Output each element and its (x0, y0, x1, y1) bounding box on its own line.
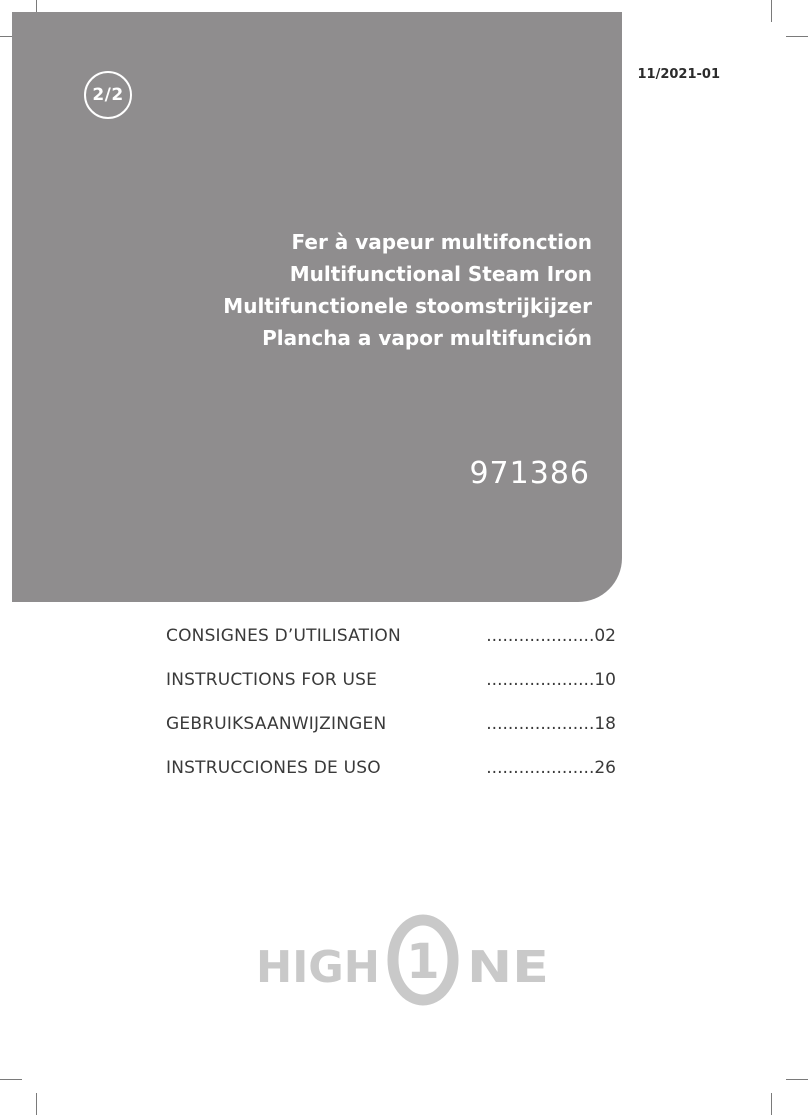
date-code: 11/2021-01 (637, 67, 720, 82)
toc-page: ....................02 (486, 626, 616, 646)
toc-label: INSTRUCCIONES DE USO (166, 758, 381, 778)
model-number: 971386 (469, 456, 590, 491)
crop-mark-bottom-right-h (786, 1079, 808, 1080)
toc-label: CONSIGNES D’UTILISATION (166, 626, 401, 646)
title-english: Multifunctional Steam Iron (289, 262, 592, 286)
toc-label: INSTRUCTIONS FOR USE (166, 670, 378, 690)
brand-logo (256, 912, 552, 1008)
logo-text-left: HIGH (256, 942, 380, 993)
page-fraction-badge: 2/2 (84, 71, 132, 119)
table-of-contents (166, 622, 616, 798)
title-french: Fer à vapeur multifonction (291, 230, 592, 254)
logo-numeral: 1 (406, 934, 440, 990)
title-spanish: Plancha a vapor multifunción (262, 326, 592, 350)
crop-mark-bottom-left-v (36, 1093, 37, 1115)
crop-mark-top-right-h (786, 36, 808, 37)
crop-mark-bottom-left-h (0, 1079, 22, 1080)
crop-mark-top-right-v (771, 0, 772, 22)
toc-row (166, 710, 616, 754)
title-dutch: Multifunctionele stoomstrijkijzer (223, 294, 592, 318)
toc-page: ....................26 (486, 758, 616, 778)
crop-mark-bottom-right-v (771, 1093, 772, 1115)
product-titles (223, 226, 592, 354)
toc-row (166, 622, 616, 666)
logo-text-right: NE (467, 942, 549, 993)
toc-label: GEBRUIKSAANWIJZINGEN (166, 714, 387, 734)
toc-row (166, 666, 616, 710)
toc-page: ....................18 (486, 714, 616, 734)
toc-page: ....................10 (486, 670, 616, 690)
toc-row (166, 754, 616, 798)
